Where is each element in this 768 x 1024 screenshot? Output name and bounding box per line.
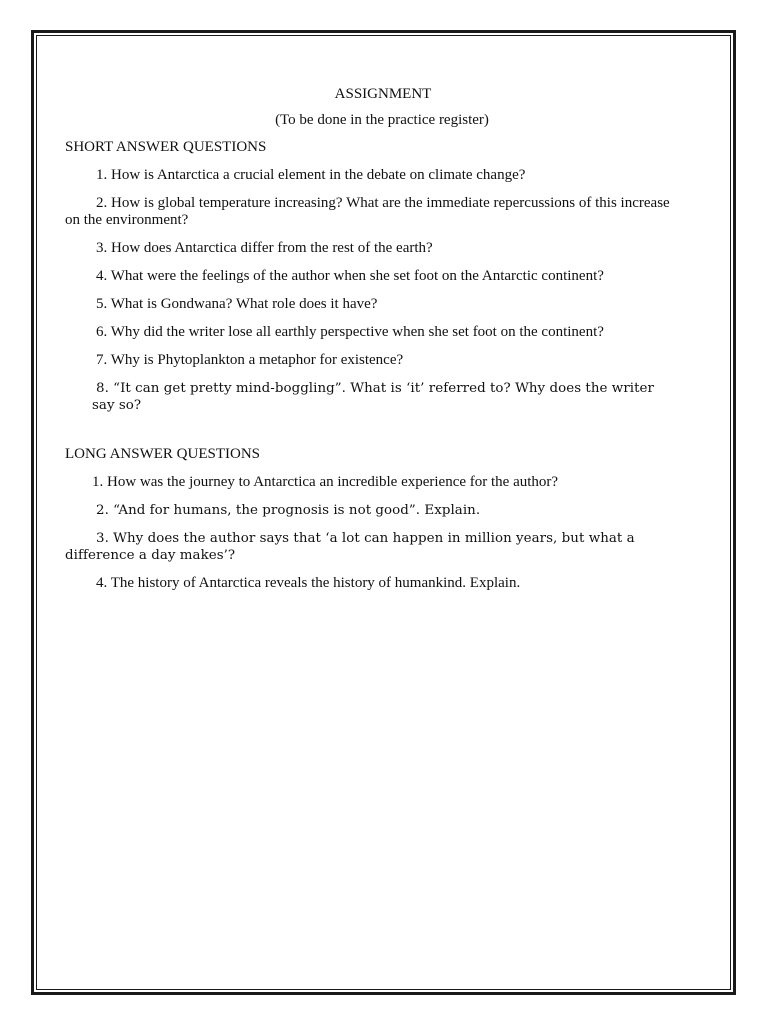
- page-title: ASSIGNMENT: [334, 86, 432, 102]
- short-question-6: 6. Why did the writer lose all earthly perspective when she set foot on the continent?: [96, 324, 604, 340]
- short-question-4: 4. What were the feelings of the author when she set foot on the Antarctic continent?: [96, 268, 604, 284]
- short-question-7: 7. Why is Phytoplankton a metaphor for existence?: [96, 352, 404, 368]
- long-question-1: 1. How was the journey to Antarctica an incredible experience for the author?: [92, 474, 559, 490]
- long-question-3: 3. Why does the author says that ‘a lot can happen in million years, but what a difference a day makes’?: [65, 531, 635, 563]
- short-answer-heading: SHORT ANSWER QUESTIONS: [65, 139, 267, 155]
- page-subtitle: (To be done in the practice register): [275, 112, 489, 128]
- short-question-8: 8. “It can get pretty mind-boggling”. What is ‘it’ referred to? Why does the writer say so?: [92, 381, 654, 413]
- short-question-1: 1. How is Antarctica a crucial element in the debate on climate change?: [96, 167, 526, 183]
- section-gap: [92, 425, 672, 446]
- short-question-2: 2. How is global temperature increasing? What are the immediate repercussions of this increase on the environment?: [65, 195, 670, 228]
- long-answer-heading: LONG ANSWER QUESTIONS: [65, 446, 260, 462]
- short-question-3: 3. How does Antarctica differ from the rest of the earth?: [96, 240, 433, 256]
- long-question-4: 4. The history of Antarctica reveals the history of humankind. Explain.: [96, 575, 521, 591]
- short-question-5: 5. What is Gondwana? What role does it have?: [96, 296, 378, 312]
- assignment-sheet: [65, 86, 672, 603]
- long-question-2: 2. “And for humans, the prognosis is not good”. Explain.: [96, 503, 481, 518]
